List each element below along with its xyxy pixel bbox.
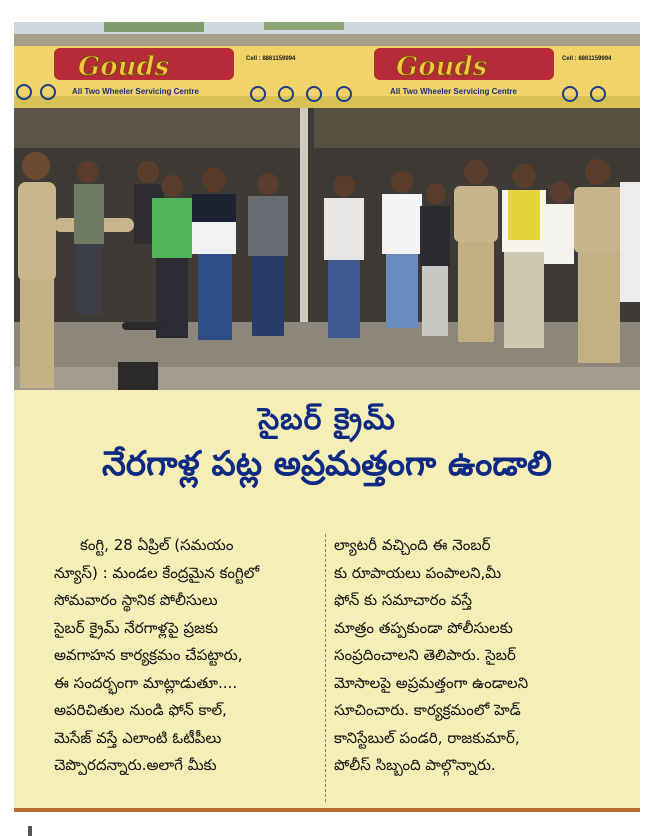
text-line: కు రూపాయలు పంపాలని,మీ xyxy=(334,563,502,582)
banner-brand-left: Gouds xyxy=(78,52,170,82)
article-column-left xyxy=(54,532,322,780)
page-edge-mark xyxy=(28,826,32,836)
text-line: సైబర్ క్రైమ్ నేరగాళ్లపై ప్రజకు xyxy=(54,618,219,637)
news-photo xyxy=(14,22,640,390)
headline-line-2: నేరగాళ్ల పట్ల అప్రమత్తంగా ఉండాలి xyxy=(102,444,552,484)
text-line: అపరిచితుల నుండి ఫోన్ కాల్, xyxy=(54,701,227,719)
text-line: మాత్రం తప్పకుండా పోలీసులకు xyxy=(334,618,513,637)
text-line: మోసాలపై అప్రమత్తంగా ఉండాలని xyxy=(334,673,529,692)
text-line: ల్యాటరీ వచ్చింది ఈ నెంబర్ xyxy=(334,536,491,554)
text-line: చెప్పొరదన్నారు.అలాగే మీకు xyxy=(54,756,217,774)
text-line: సోమవారం స్థానిక పోలీసులు xyxy=(54,591,218,609)
banner-brand-right: Gouds xyxy=(396,52,488,82)
text-line: న్యూస్) : మండల కేంద్రమైన కంగ్టిలో xyxy=(54,563,260,582)
text-line: సూచించారు. కార్యక్రమంలో హెడ్ xyxy=(334,701,521,719)
article-headline xyxy=(14,400,640,488)
headline-line-1: సైబర్ క్రైమ్ xyxy=(258,402,396,437)
text-line: సంప్రదించాలని తెలిపారు. సైబర్ xyxy=(334,646,516,664)
banner-tagline-left: All Two Wheeler Servicing Centre xyxy=(72,87,199,96)
photo-illustration xyxy=(14,22,640,390)
text-line: కంగ్టి, 28 ఏప్రిల్ (సమయం xyxy=(80,536,234,554)
text-line: కానిస్టేబుల్ పండరి, రాజకుమార్, xyxy=(334,728,520,747)
text-line: పోలీస్ సిబ్బంది పాల్గొన్నారు. xyxy=(334,756,496,774)
text-line: మెసేజ్ వస్తే ఎలాంటి ఓటీపీలు xyxy=(54,728,222,747)
bottom-rule xyxy=(14,808,640,812)
article-column-right xyxy=(334,532,624,780)
column-divider xyxy=(325,534,326,802)
banner-tagline-right: All Two Wheeler Servicing Centre xyxy=(390,87,517,96)
banner-cell-left: Cell : 8861159994 xyxy=(246,56,296,62)
text-line: ఫోన్ కు సమాచారం వస్తే xyxy=(334,591,473,609)
text-line: ఈ సందర్భంగా మాట్లాడుతూ.... xyxy=(54,673,238,692)
banner-cell-right: Cell : 8861159994 xyxy=(562,56,612,62)
text-line: అవగాహన కార్యక్రమం చేపట్టారు, xyxy=(54,646,243,664)
newspaper-clipping xyxy=(14,22,640,812)
